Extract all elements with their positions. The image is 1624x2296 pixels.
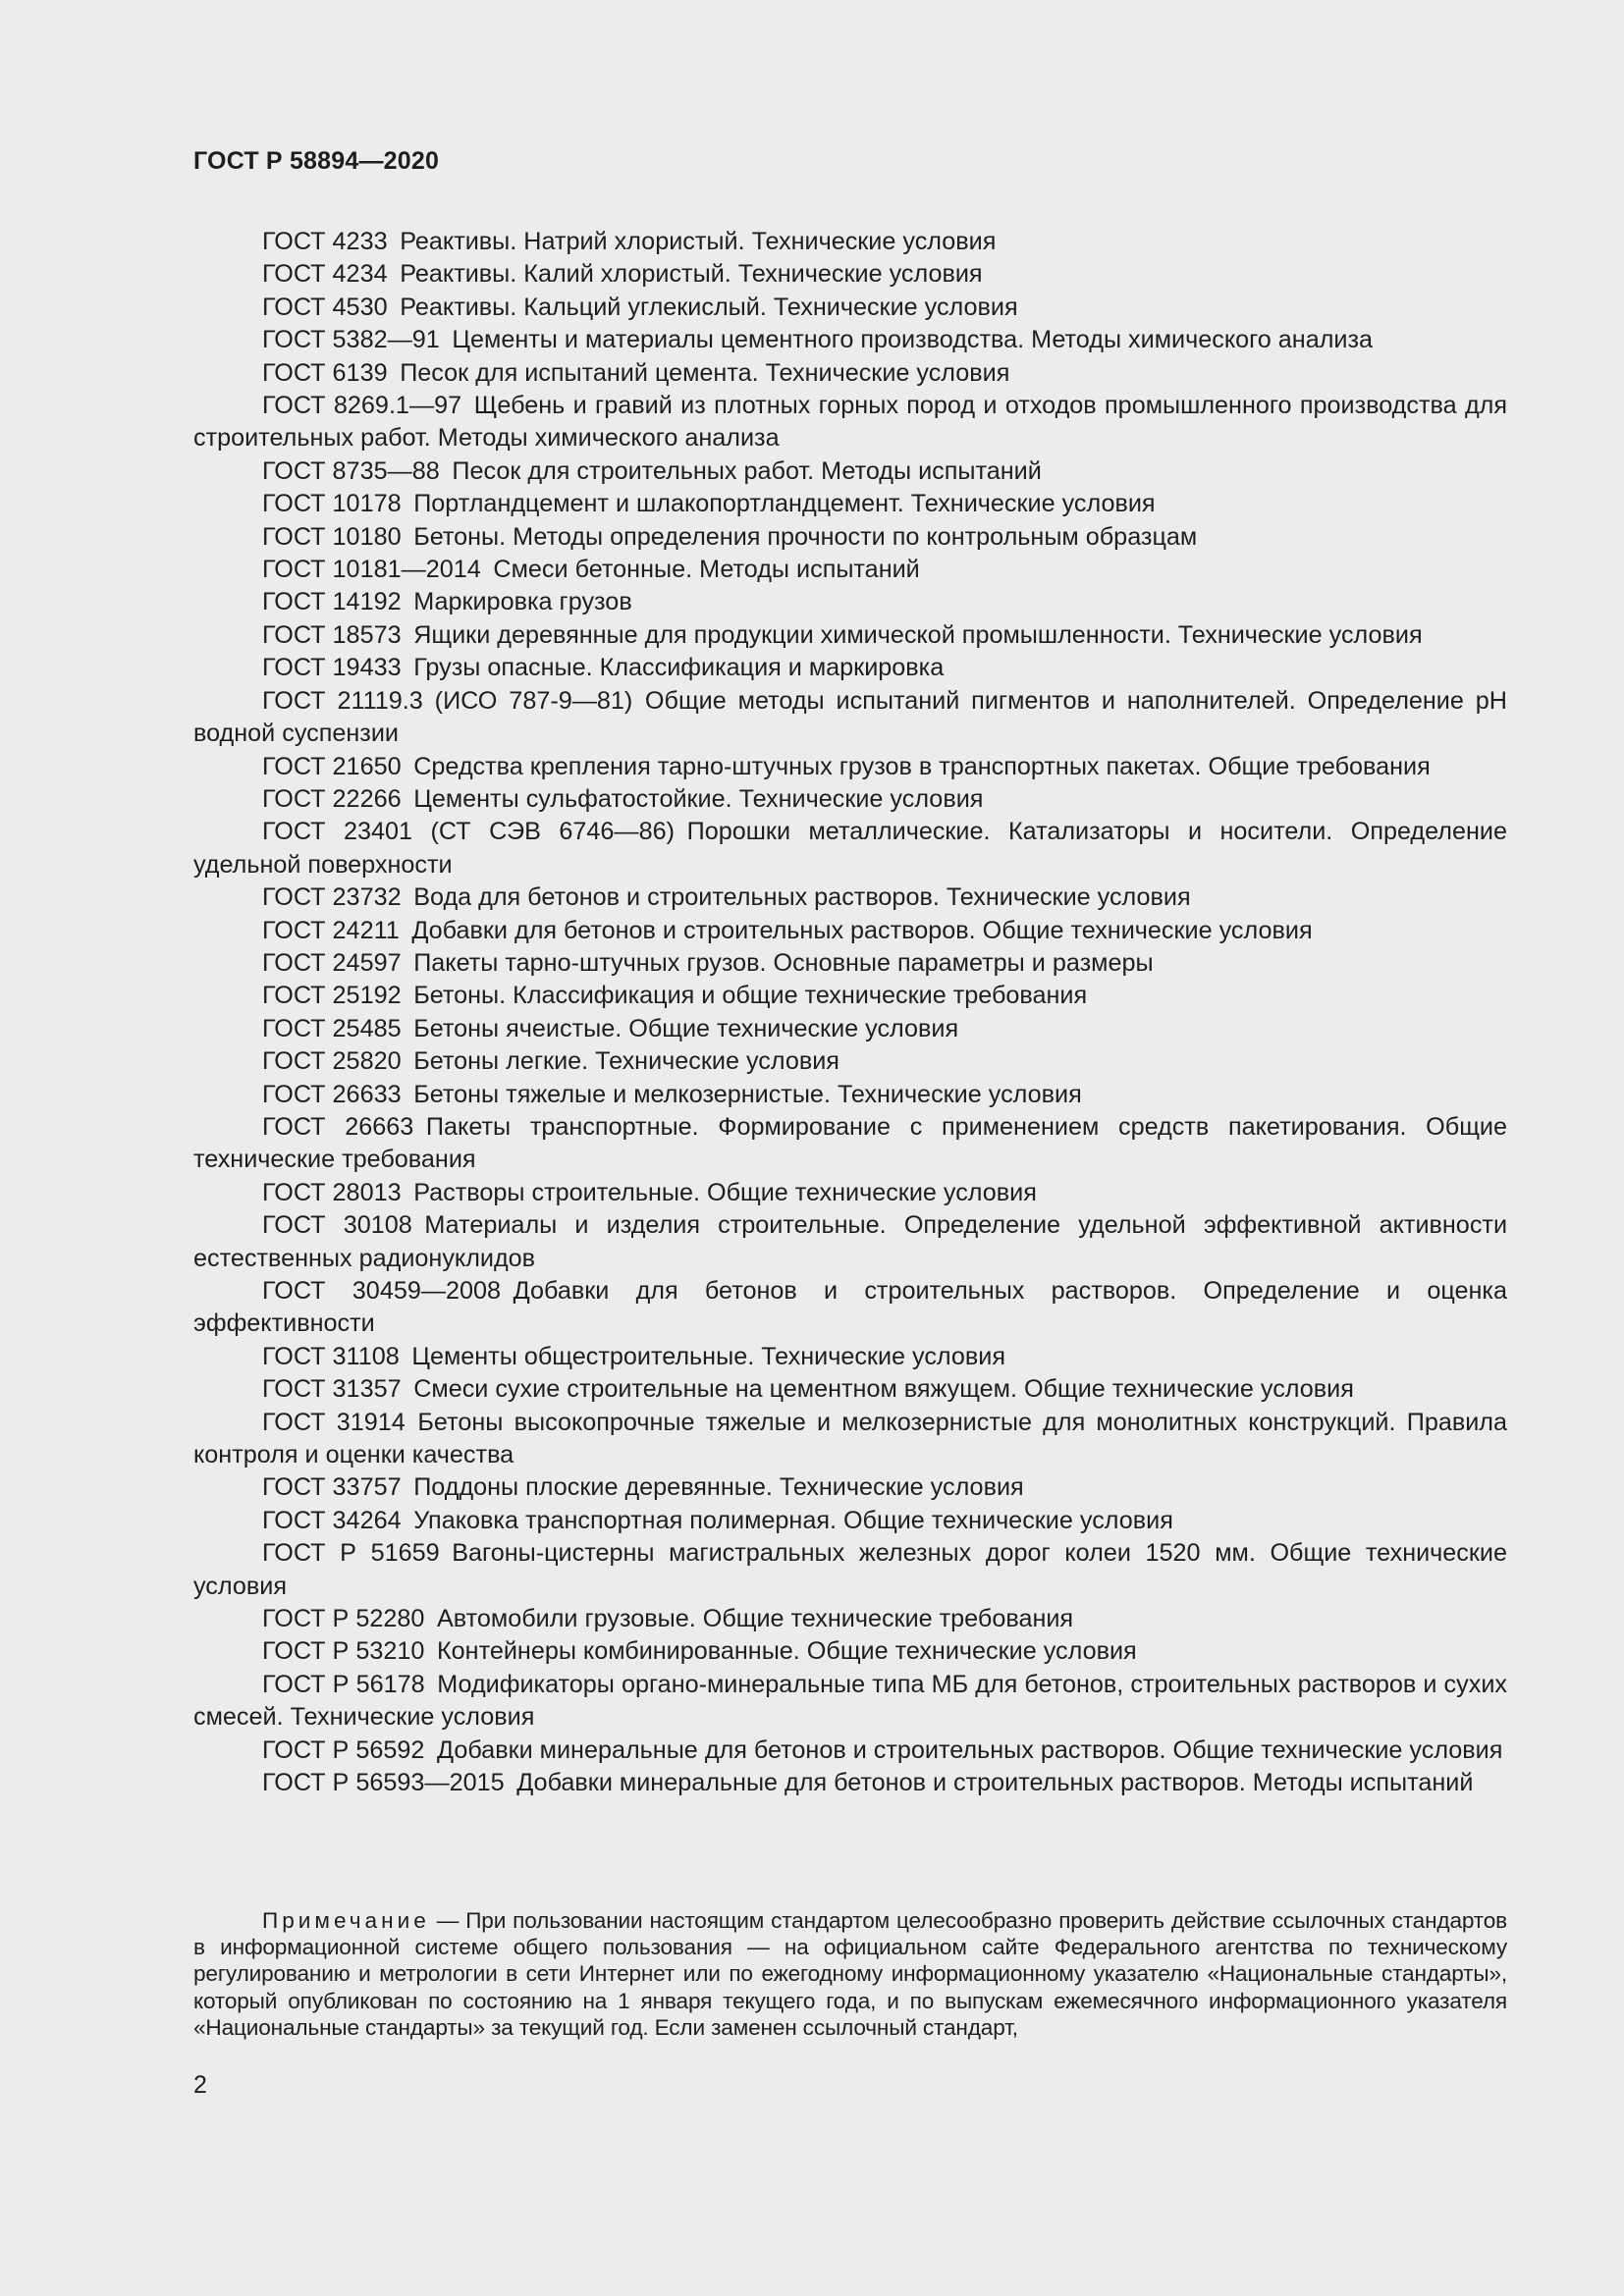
reference-title: Реактивы. Натрий хлористый. Технические условия [400,228,997,255]
reference-code: ГОСТ 26663 [262,1112,414,1141]
reference-item [193,947,1507,980]
reference-code: ГОСТ 6139 [262,358,388,387]
reference-item [193,915,1507,947]
reference-code: ГОСТ 24597 [262,948,402,977]
reference-code: ГОСТ 30108 [262,1211,412,1240]
reference-code: ГОСТ 4234 [262,260,388,289]
reference-title: Бетоны. Методы определения прочности по контрольным образцам [413,522,1198,551]
reference-code: ГОСТ 23732 [262,883,402,912]
reference-title: Автомобили грузовые. Общие технические требования [436,1605,1074,1633]
reference-title: Средства крепления тарно-штучных грузов в транспортных пакетах. Общие требования [413,752,1431,780]
reference-item [193,816,1507,881]
reference-item [193,258,1507,291]
reference-item [193,1635,1507,1668]
reference-title: Смеси сухие строительные на цементном вяжущем. Общие технические условия [413,1375,1354,1404]
reference-title: Песок для строительных работ. Методы испытаний [452,456,1042,485]
reference-code: ГОСТ 28013 [262,1178,402,1206]
reference-item [193,390,1507,455]
reference-title: Порошки металлические. Катализаторы и носители. Определение удельной поверхности [193,818,1507,879]
reference-item [193,881,1507,914]
reference-title: Добавки минеральные для бетонов и строительных растворов. Методы испытаний [516,1769,1474,1797]
reference-title: Бетоны тяжелые и мелкозернистые. Технические условия [413,1080,1082,1108]
reference-item [193,324,1507,356]
reference-item [193,1471,1507,1504]
reference-code: ГОСТ 8735—88 [262,456,440,485]
reference-title: Маркировка грузов [413,588,632,616]
reference-title: Вагоны-цистерны магистральных железных дорог колеи 1520 мм. Общие технические условия [193,1539,1507,1600]
reference-code: ГОСТ 30459—2008 [262,1277,502,1305]
reference-title: Поддоны плоские деревянные. Технические условия [413,1473,1024,1502]
reference-code: ГОСТ Р 51659 [262,1539,440,1568]
reference-item [193,357,1507,390]
reference-title: Модификаторы органо-минеральные типа МБ для бетонов, строительных растворов и сухих смесей. Технические условия [193,1670,1508,1732]
reference-code: ГОСТ 22266 [262,784,402,813]
reference-code: ГОСТ 25192 [262,982,402,1010]
note-text: — При пользовании настоящим стандартом целесообразно проверить действие ссылочных стандартов в информационной системе общего пользования — на официальном сайте Федерального агентства по техническому регулированию и метрологии в сети Интернет или по ежегодному информационному указателю «Национальные стандарты», который опубликован по состоянию на 1 января текущего года, и по выпускам ежемесячного информационного указателя «Национальные стандарты» за текущий год. Если заменен ссылочный стандарт, [193,1908,1507,2040]
reference-code: ГОСТ 18573 [262,620,402,649]
reference-title: Общие методы испытаний пигментов и наполнителей. Определение рН водной суспензии [193,686,1507,748]
reference-code: ГОСТ Р 53210 [262,1637,425,1666]
reference-title: Материалы и изделия строительные. Определение удельной эффективной активности естественных радионуклидов [193,1211,1508,1272]
reference-code: ГОСТ 8269.1—97 [262,392,462,420]
reference-code: ГОСТ 31914 [262,1408,406,1436]
reference-item [193,1407,1507,1472]
reference-code: ГОСТ 23401 (СТ СЭВ 6746—86) [262,818,675,846]
note-label: Примечание [262,1908,430,1933]
reference-title: Растворы строительные. Общие технические условия [413,1178,1037,1206]
reference-code: ГОСТ 31108 [262,1342,400,1370]
reference-item [193,685,1507,751]
reference-item [193,1603,1507,1635]
reference-item [193,1177,1507,1209]
reference-title: Пакеты тарно-штучных грузов. Основные параметры и размеры [413,948,1154,977]
reference-code: ГОСТ 5382—91 [262,326,440,354]
reference-title: Бетоны ячеистые. Общие технические условия [413,1014,959,1042]
reference-code: ГОСТ Р 56178 [262,1670,425,1698]
reference-item [193,488,1507,520]
reference-item [193,1735,1507,1767]
reference-item [193,619,1507,652]
reference-code: ГОСТ 10178 [262,490,402,518]
reference-title: Контейнеры комбинированные. Общие технические условия [436,1637,1137,1666]
reference-item [193,1505,1507,1537]
reference-code: ГОСТ 21119.3 (ИСО 787-9—81) [262,686,633,715]
reference-item [193,751,1507,783]
reference-title: Упаковка транспортная полимерная. Общие технические условия [413,1506,1173,1534]
reference-code: ГОСТ 25485 [262,1014,402,1042]
reference-code: ГОСТ 34264 [262,1506,402,1534]
reference-item [193,1767,1507,1799]
reference-item [193,554,1507,586]
reference-title: Бетоны легкие. Технические условия [413,1047,839,1076]
reference-item [193,1275,1507,1341]
reference-item [193,521,1507,554]
reference-item [193,292,1507,324]
reference-title: Бетоны. Классификация и общие технические требования [413,982,1088,1010]
reference-item [193,226,1507,258]
reference-item [193,586,1507,618]
reference-item [193,652,1507,684]
reference-title: Добавки для бетонов и строительных растворов. Общие технические условия [411,916,1313,944]
reference-code: ГОСТ 25820 [262,1047,402,1076]
reference-title: Песок для испытаний цемента. Технические условия [400,358,1010,387]
reference-title: Добавки для бетонов и строительных растворов. Определение и оценка эффективности [193,1277,1508,1338]
reference-item [193,1669,1507,1735]
reference-item [193,1111,1507,1177]
reference-item [193,1079,1507,1111]
reference-code: ГОСТ Р 52280 [262,1605,425,1633]
reference-item [193,783,1507,816]
reference-item [193,1013,1507,1045]
reference-title: Грузы опасные. Классификация и маркировка [413,654,945,682]
reference-code: ГОСТ 24211 [262,916,400,944]
reference-title: Цементы и материалы цементного производства. Методы химического анализа [452,326,1374,354]
reference-title: Ящики деревянные для продукции химической промышленности. Технические условия [413,620,1423,649]
reference-code: ГОСТ 26633 [262,1080,402,1108]
reference-code: ГОСТ 33757 [262,1473,402,1502]
reference-item [193,1537,1507,1603]
normative-references-list [193,226,1507,1800]
reference-title: Портландцемент и шлакопортландцемент. Технические условия [413,490,1156,518]
reference-code: ГОСТ Р 56592 [262,1735,425,1764]
reference-note [193,1907,1507,2041]
reference-code: ГОСТ 31357 [262,1375,402,1404]
reference-title: Пакеты транспортные. Формирование с применением средств пакетирования. Общие технические требования [193,1112,1507,1174]
reference-code: ГОСТ 4530 [262,293,388,321]
reference-code: ГОСТ 10180 [262,522,402,551]
reference-code: ГОСТ 14192 [262,588,402,616]
reference-title: Бетоны высокопрочные тяжелые и мелкозернистые для монолитных конструкций. Правила контроля и оценки качества [193,1408,1507,1469]
document-header: ГОСТ Р 58894—2020 [193,147,440,175]
reference-item [193,1209,1507,1275]
reference-title: Смеси бетонные. Методы испытаний [493,556,920,584]
reference-code: ГОСТ 10181—2014 [262,556,481,584]
reference-title: Реактивы. Кальций углекислый. Технические условия [400,293,1018,321]
page-number: 2 [193,2071,207,2099]
reference-item [193,1341,1507,1373]
reference-title: Щебень и гравий из плотных горных пород и отходов промышленного производства для строительных работ. Методы химического анализа [193,392,1507,453]
reference-code: ГОСТ 21650 [262,752,402,780]
reference-title: Добавки минеральные для бетонов и строительных растворов. Общие технические условия [436,1735,1503,1764]
reference-title: Цементы сульфатостойкие. Технические условия [413,784,984,813]
reference-item [193,1045,1507,1078]
reference-title: Вода для бетонов и строительных растворов. Технические условия [413,883,1191,912]
reference-item [193,1373,1507,1406]
reference-code: ГОСТ 19433 [262,654,402,682]
reference-item [193,455,1507,488]
reference-code: ГОСТ Р 56593—2015 [262,1769,505,1797]
reference-title: Цементы общестроительные. Технические условия [411,1342,1005,1370]
reference-code: ГОСТ 4233 [262,228,388,255]
reference-item [193,980,1507,1012]
reference-title: Реактивы. Калий хлористый. Технические условия [400,260,983,289]
